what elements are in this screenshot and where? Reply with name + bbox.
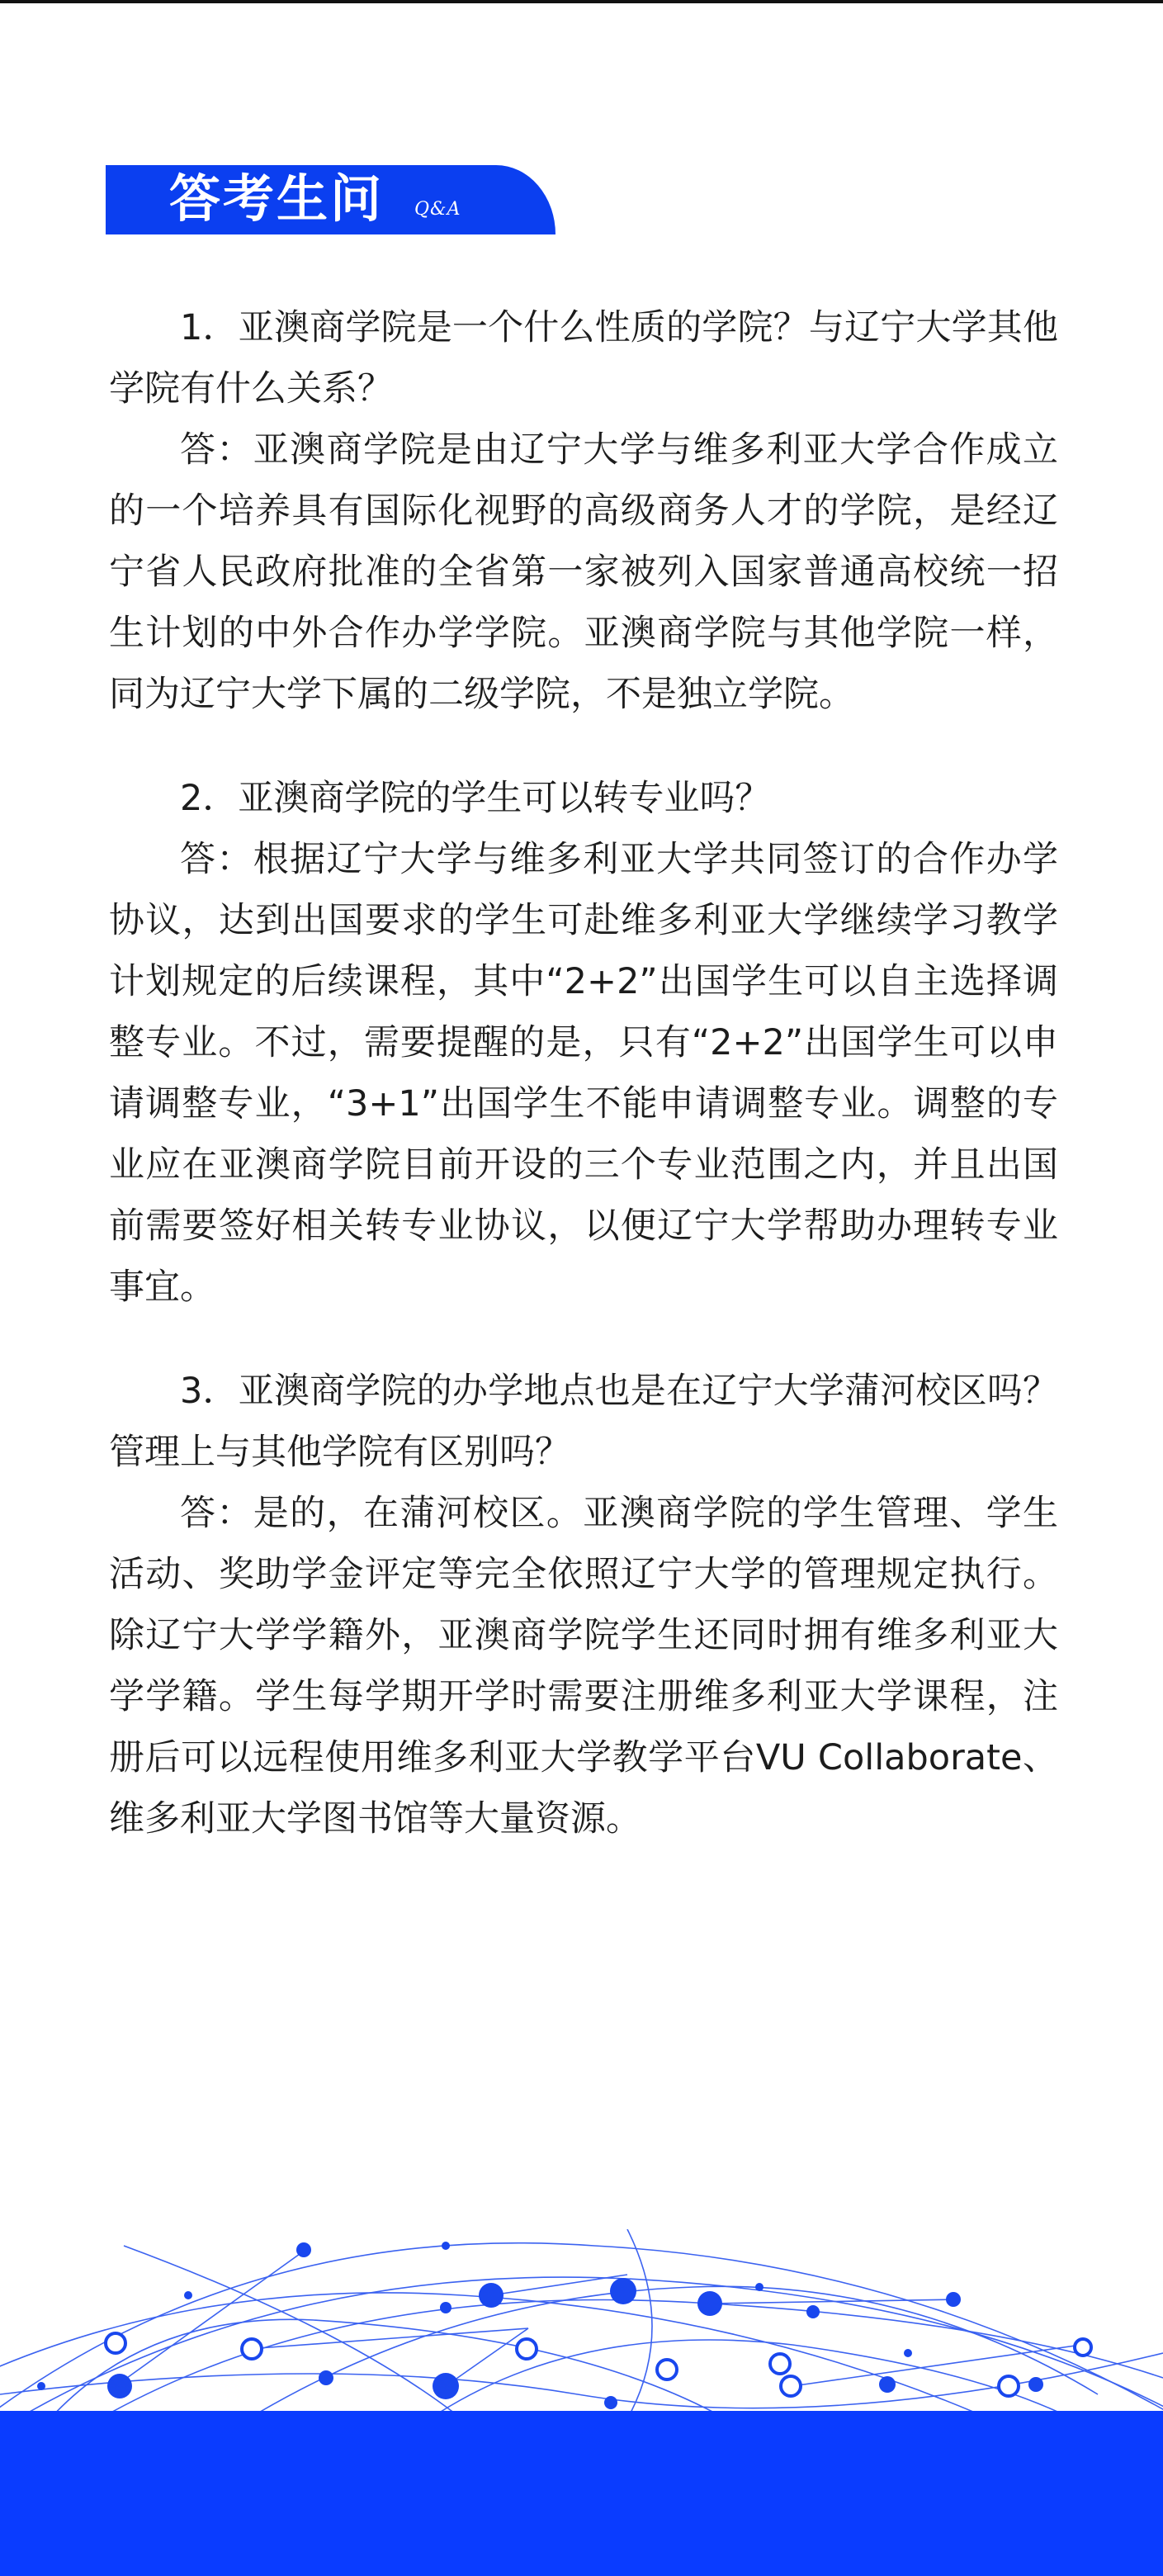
answer-text: 答：根据辽宁大学与维多利亚大学共同签订的合作办学协议，达到出国要求的学生可赴维多利亚大学继续学习教学计划规定的后续课程，其中“2+2”出国学生可以自主选择调整专业。不过，需要提醒的是，只有“2+2”出国学生可以申请调整专业，“3+1”出国学生不能申请调整专业。调整的专业应在亚澳商学院目前开设的三个专业范围之内，并且出国前需要签好相关转专业协议，以便辽宁大学帮助办理转专业事宜。 [109, 839, 1058, 1308]
network-decoration [0, 2229, 1163, 2419]
qa-item [109, 1361, 1058, 1849]
answer-text: 答：亚澳商学院是由辽宁大学与维多利亚大学合作成立的一个培养具有国际化视野的高级商务人才的学院，是经辽宁省人民政府批准的全省第一家被列入国家普通高校统一招生计划的中外合作办学学院。亚澳商学院与其他学院一样，同为辽宁大学下属的二级学院，不是独立学院。 [109, 429, 1058, 715]
footer-band [0, 2411, 1163, 2576]
section-title: 答考生问 [169, 168, 385, 229]
question-text: 1．亚澳商学院是一个什么性质的学院？与辽宁大学其他学院有什么关系？ [109, 307, 1058, 410]
question-text: 2．亚澳商学院的学生可以转专业吗？ [180, 778, 771, 819]
answer-text: 答：是的，在蒲河校区。亚澳商学院的学生管理、学生活动、奖助学金评定等完全依照辽宁大学的管理规定执行。除辽宁大学学籍外，亚澳商学院学生还同时拥有维多利亚大学学籍。学生每学期开学时需要注册维多利亚大学课程，注册后可以远程使用维多利亚大学教学平台VU Collaborate、维多利亚大学图书馆等大量资源。 [109, 1493, 1058, 1840]
question-text: 3．亚澳商学院的办学地点也是在辽宁大学蒲河校区吗？管理上与其他学院有区别吗？ [109, 1371, 1058, 1473]
qa-item [109, 768, 1058, 1318]
section-subtitle: Q&A [414, 199, 461, 220]
qa-content [109, 297, 1058, 1892]
qa-item [109, 297, 1058, 725]
top-border [0, 0, 1163, 3]
